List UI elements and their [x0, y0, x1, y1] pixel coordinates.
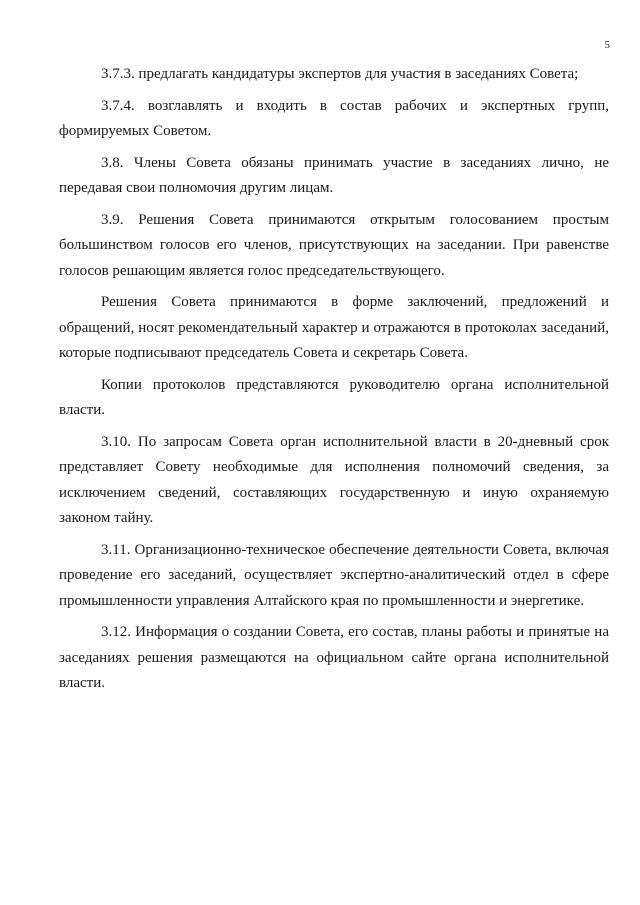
paragraph-decisions-form: Решения Совета принимаются в форме заключений, предложений и обращений, носят рекомендательный характер и отражаются в протоколах заседаний, которые подписывают председатель Совета и секретарь Совета.	[59, 294, 609, 361]
paragraph-3-9: 3.9. Решения Совета принимаются открытым голосованием простым большинством голосов его членов, присутствующих на заседании. При равенстве голосов решающим является голос председательствующего.	[59, 211, 609, 279]
paragraph-3-11: 3.11. Организационно-техническое обеспечение деятельности Совета, включая проведение его заседаний, осуществляет экспертно-аналитический отдел в сфере промышленности управления Алтайского края по промышленности и энергетике.	[59, 541, 609, 609]
page-number: 5	[604, 39, 610, 51]
paragraph-protocol-copies: Копии протоколов представляются руководителю органа исполнительной власти.	[59, 376, 609, 418]
paragraph-3-7-3: 3.7.3. предлагать кандидатуры экспертов для участия в заседаниях Совета;	[101, 66, 579, 82]
paragraph-3-10: 3.10. По запросам Совета орган исполнительной власти в 20-дневный срок представляет Совету необходимые для исполнения полномочий сведения, за исключением сведений, составляющих государственную и иную охраняемую законом тайну.	[59, 433, 609, 526]
paragraph-3-7-4: 3.7.4. возглавлять и входить в состав рабочих и экспертных групп, формируемых Советом.	[59, 97, 609, 139]
paragraph-3-8: 3.8. Члены Совета обязаны принимать участие в заседаниях лично, не передавая свои полномочия другим лицам.	[59, 154, 609, 196]
paragraph-3-12: 3.12. Информация о создании Совета, его состав, планы работы и принятые на заседаниях решения размещаются на официальном сайте органа исполнительной власти.	[59, 624, 609, 691]
document-body	[59, 62, 609, 703]
